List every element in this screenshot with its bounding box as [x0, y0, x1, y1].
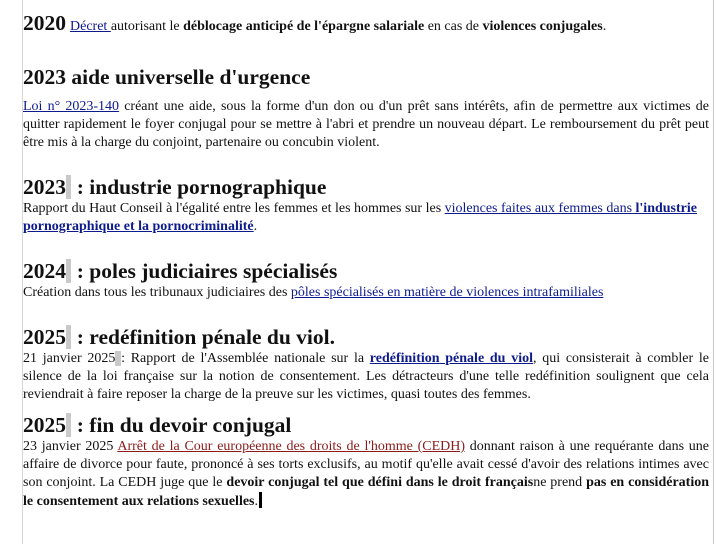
paragraph-2024: Création dans tous les tribunaux judiciaires des pôles spécialisés en matière de violences intrafamiliales	[23, 285, 604, 300]
cedh-arret-link[interactable]: Arrêt de la Cour européenne des droits de l'homme (CEDH)	[117, 439, 466, 454]
paragraph-2023-aide: Loi n° 2023-140 créant une aide, sous la forme d'un don ou d'un prêt sans intérêts, afin de permettre aux victimes de quitter rapidement le foyer conjugal pour se mettre à l'abri et prendre un nouveau départ. Le remboursement du prêt peut être mis à la charge du conjoint, partenaire ou concubin violent.	[23, 99, 709, 150]
heading-2025-viol: 2025 : redéfinition pénale du viol.	[23, 325, 335, 349]
heading-2025-conjugal: 2025 : fin du devoir conjugal	[23, 413, 292, 437]
heading-2023-porno: 2023 : industrie pornographique	[23, 175, 327, 199]
text-cursor	[259, 492, 262, 508]
redefinition-link[interactable]: redéfinition pénale du viol	[369, 351, 533, 366]
paragraph-2023-porno: Rapport du Haut Conseil à l'égalité entre les femmes et les hommes sur les violences faites aux femmes dans l'industrie pornographique et la pornocriminalité.	[23, 201, 697, 234]
heading-2024: 2024 : poles judiciaires spécialisés	[23, 259, 338, 283]
paragraph-2025-viol: 21 janvier 2025 : Rapport de l'Assemblée nationale sur la redéfinition pénale du viol, qui consisterait à combler le silence de la loi française sur la notion de consentement. Les détracteurs d'une telle redéfinition soulignent que cela reviendrait à faire reposer la charge de la preuve sur les victimes, quasi toutes des femmes.	[23, 351, 709, 402]
entry-2020: 2020 Décret autorisant le déblocage anticipé de l'épargne salariale en cas de violences conjugales.	[23, 11, 607, 35]
violences-link[interactable]: violences faites aux femmes dans	[444, 201, 633, 216]
industrie-link[interactable]: l'industrie pornographique et la pornocriminalité	[23, 201, 697, 234]
heading-2023-aide: 2023 aide universelle d'urgence	[23, 65, 311, 89]
paragraph-2025-conjugal: 23 janvier 2025 Arrêt de la Cour européenne des droits de l'homme (CEDH) donnant raison à une requérante dans une affaire de divorce pour faute, prononcé à ses torts exclusifs, au motif qu'elle avait cessé d'avoir des relations intimes avec son conjoint. La CEDH juge que le devoir conjugal tel que défini dans le droit françaisne prend pas en considération le consentement aux relations sexuelles.	[23, 439, 709, 509]
document-body[interactable]	[23, 10, 709, 511]
loi-2023-140-link[interactable]: Loi n° 2023-140	[23, 99, 120, 114]
poles-link[interactable]: pôles spécialisés en matière de violences intrafamiliales	[290, 285, 604, 300]
entry-2020-year: 2020	[23, 11, 66, 35]
decret-link[interactable]: Décret	[70, 19, 111, 34]
right-margin-guide	[713, 0, 714, 544]
